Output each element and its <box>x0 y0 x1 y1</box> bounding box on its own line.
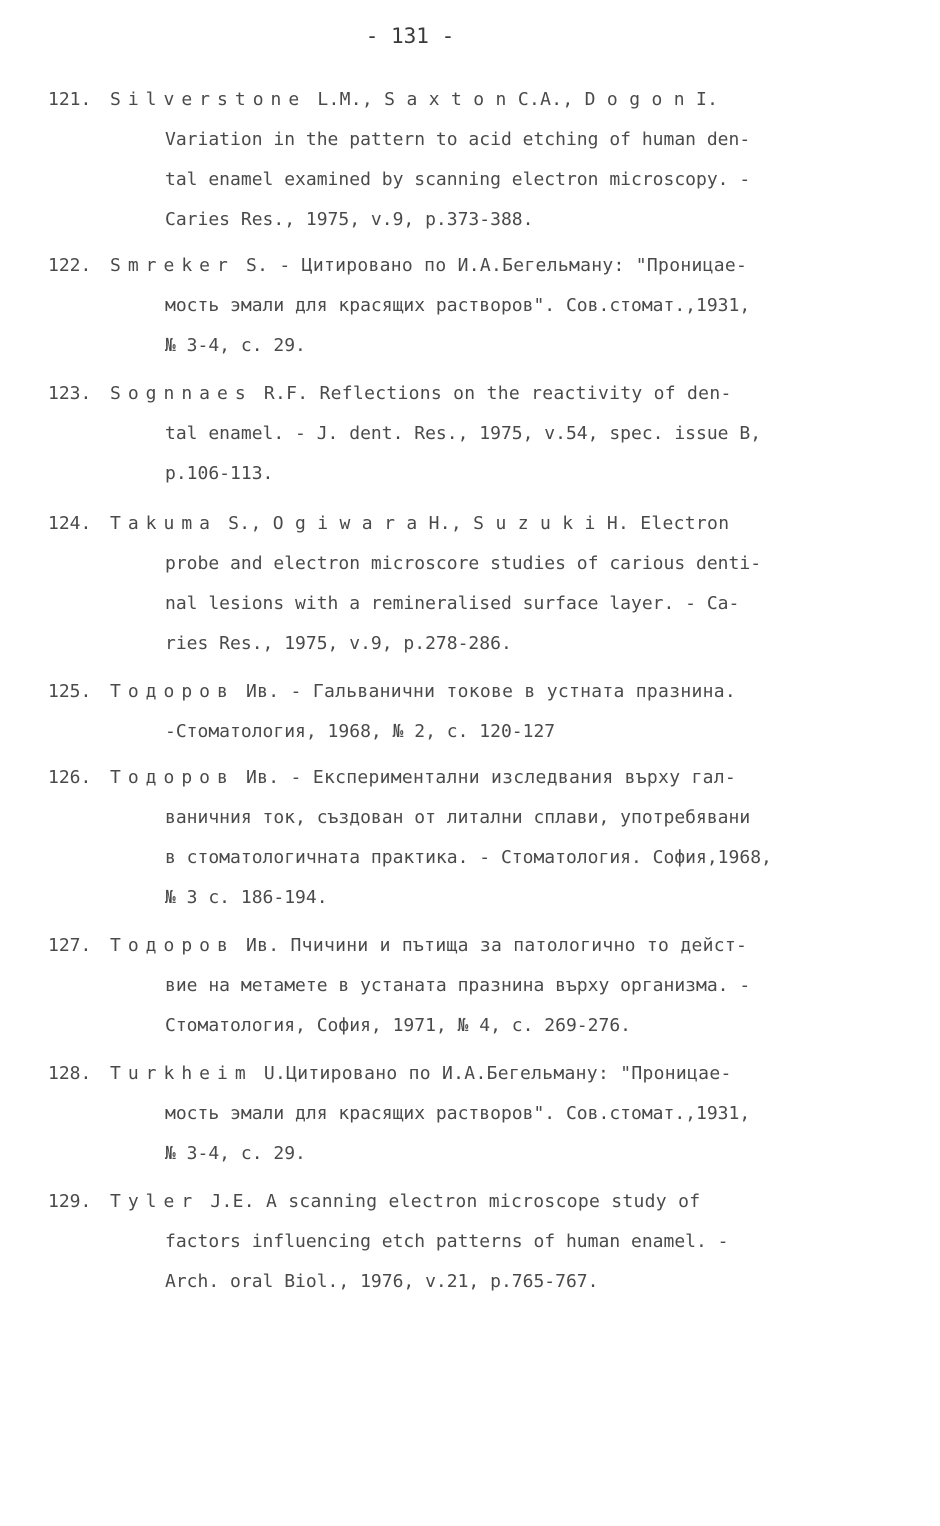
entry-line: мость эмали для красящих растворов". Сов.стомат.,1931, <box>165 295 751 316</box>
entry-author: Silverstone <box>110 89 307 110</box>
bibliography-entry-128 <box>48 1054 908 1174</box>
entry-author: Turkheim <box>110 1063 253 1084</box>
entry-author: Тодоров <box>110 767 235 788</box>
entry-number: 123. <box>48 383 92 404</box>
bibliography-entry-122 <box>48 246 908 366</box>
entry-first-line: U.Цитировано по И.А.Бегельману: "Проницае- <box>252 1063 732 1084</box>
entry-author: Takuma <box>110 513 218 534</box>
entry-first-line: S., O g i w a r a H., S u z u k i H. Electron <box>217 513 730 534</box>
entry-number: 126. <box>48 767 92 788</box>
entry-first-line: S. - Цитировано по И.А.Бегельману: "Проницае- <box>234 255 748 276</box>
entry-line: № 3-4, с. 29. <box>165 335 306 356</box>
entry-line: Variation in the pattern to acid etching of human den- <box>165 129 751 150</box>
entry-line: мость эмали для красящих растворов". Сов.стомат.,1931, <box>165 1103 751 1124</box>
bibliography-entry-126 <box>48 758 908 918</box>
entry-number: 129. <box>48 1191 92 1212</box>
entry-line: ries Res., 1975, v.9, p.278-286. <box>165 633 512 654</box>
entry-author: Тодоров <box>110 681 235 702</box>
entry-line: tal enamel. - J. dent. Res., 1975, v.54, spec. issue B, <box>165 423 762 444</box>
entry-number: 128. <box>48 1063 92 1084</box>
entry-line: вие на метамете в устаната празнина върху организма. - <box>165 975 751 996</box>
entry-number: 124. <box>48 513 92 534</box>
entry-number: 125. <box>48 681 92 702</box>
bibliography-entry-129 <box>48 1182 908 1302</box>
entry-number: 121. <box>48 89 92 110</box>
entry-first-line: Ив. - Експериментални изследвания върху гал- <box>234 767 737 788</box>
entry-line: в стоматологичната практика. - Стоматология. София,1968, <box>165 847 772 868</box>
entry-first-line: R.F. Reflections on the reactivity of den- <box>252 383 732 404</box>
entry-first-line: Ив. - Гальванични токове в устната празнина. <box>234 681 737 702</box>
entry-number: 122. <box>48 255 92 276</box>
bibliography-entry-127 <box>48 926 908 1046</box>
entry-line: -Стоматология, 1968, № 2, с. 120-127 <box>165 721 556 742</box>
page-number: - 131 - <box>365 24 455 48</box>
entry-first-line: Ив. Пчичини и пътища за патологично то дейст- <box>234 935 748 956</box>
entry-line: ваничния ток, създован от литални сплави, употребявани <box>165 807 751 828</box>
bibliography-entry-124 <box>48 504 908 664</box>
entry-number: 127. <box>48 935 92 956</box>
entry-line: probe and electron microscore studies of carious denti- <box>165 553 762 574</box>
entry-line: Caries Res., 1975, v.9, p.373-388. <box>165 209 534 230</box>
entry-author: Sognnaes <box>110 383 253 404</box>
entry-line: nal lesions with a remineralised surface layer. - Ca- <box>165 593 740 614</box>
entry-line: Стоматология, София, 1971, № 4, с. 269-276. <box>165 1015 631 1036</box>
entry-author: Tyler <box>110 1191 200 1212</box>
entry-line: Arch. oral Biol., 1976, v.21, p.765-767. <box>165 1271 599 1292</box>
entry-line: № 3-4, с. 29. <box>165 1143 306 1164</box>
entry-line: tal enamel examined by scanning electron microscopy. - <box>165 169 751 190</box>
entry-line: p.106-113. <box>165 463 274 484</box>
entry-author: Smreker <box>110 255 235 276</box>
bibliography-entry-123 <box>48 374 908 494</box>
entry-first-line: L.M., S a x t o n C.A., D o g o n I. <box>306 89 719 110</box>
entry-line: № 3 с. 186-194. <box>165 887 328 908</box>
bibliography-entry-121 <box>48 80 908 240</box>
entry-author: Тодоров <box>110 935 235 956</box>
entry-first-line: J.E. A scanning electron microscope study of <box>199 1191 701 1212</box>
entry-line: factors influencing etch patterns of human enamel. - <box>165 1231 729 1252</box>
bibliography-entry-125 <box>48 672 908 752</box>
